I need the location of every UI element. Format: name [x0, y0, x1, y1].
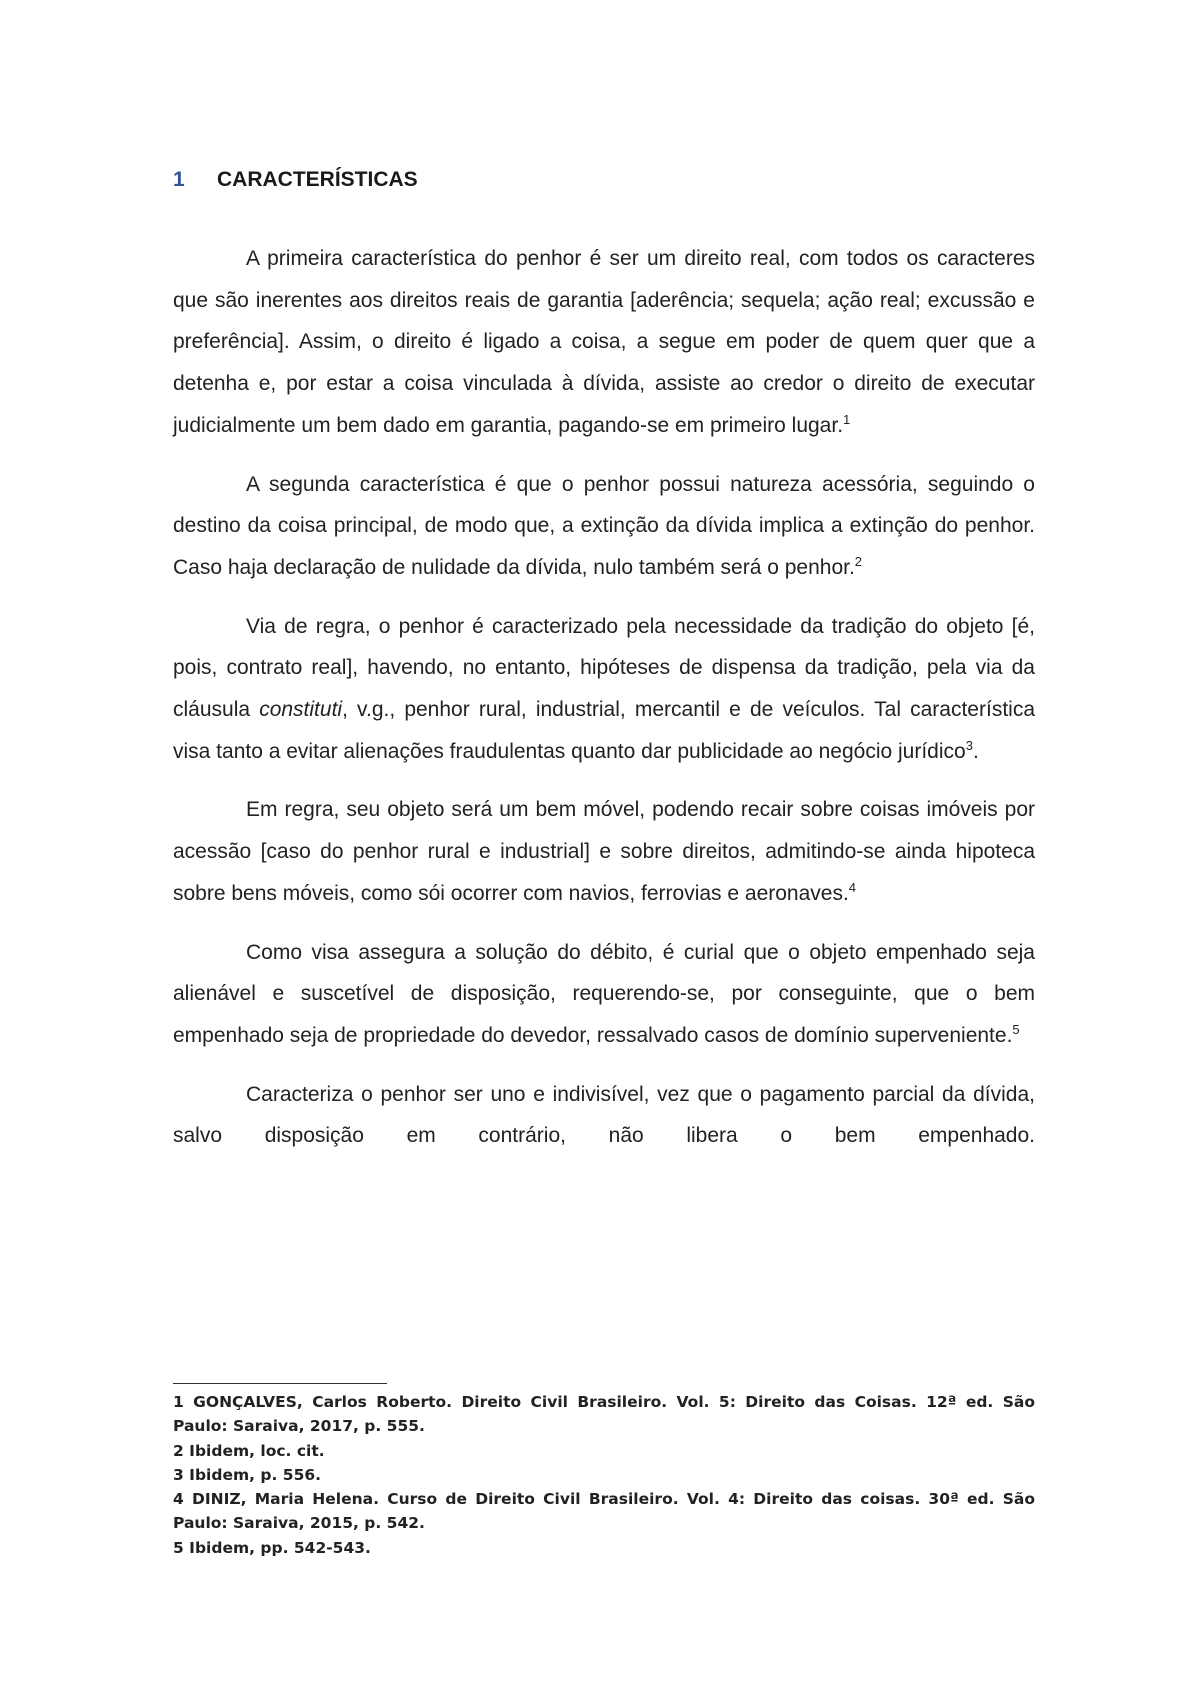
paragraph-text: Caracteriza o penhor ser uno e indivisível, vez que o pagamento parcial da dívida, salvo disposição em contrário, não libera o bem empenhado. — [173, 1082, 1035, 1148]
paragraph-text: , v.g., penhor rural, industrial, mercantil e de veículos. Tal característica visa tanto a evitar alienações fraudulentas quanto dar publicidade ao negócio jurídico — [173, 698, 1035, 763]
paragraph-5 — [173, 932, 1035, 1057]
paragraph-text: Como visa assegura a solução do débito, é curial que o objeto empenhado seja alienável e suscetível de disposição, requerendo-se, por conseguinte, que o bem empenhado seja de propriedade do devedor, ressalvado casos de domínio superveniente. — [173, 940, 1035, 1047]
paragraph-text: Via de regra, o penhor é caracterizado pela necessidade da tradição do objeto [é, pois, contrato real], havendo, no entanto, hipóteses de dispensa da tradição, pela via da cláusula — [173, 614, 1035, 722]
paragraph-3 — [173, 606, 1035, 773]
paragraph-6 — [173, 1074, 1035, 1157]
footnote-3: 3 Ibidem, p. 556. — [173, 1465, 322, 1484]
paragraph-1 — [173, 238, 1035, 447]
footnote-ref: 4 — [848, 879, 857, 895]
footnotes — [173, 1390, 1035, 1560]
footnote-2: 2 Ibidem, loc. cit. — [173, 1441, 325, 1460]
latin-term: constituti — [259, 698, 343, 722]
paragraph-text: . — [972, 739, 979, 763]
footnote-5: 5 Ibidem, pp. 542-543. — [173, 1538, 371, 1557]
footnote-separator — [173, 1383, 387, 1384]
section-heading — [173, 168, 418, 192]
footnote-ref: 1 — [843, 411, 851, 427]
footnote-ref: 2 — [854, 553, 863, 569]
section-number: 1 — [173, 168, 185, 191]
paragraph-text: A primeira característica do penhor é ser um direito real, com todos os caracteres que são inerentes aos direitos reais de garantia [aderência; sequela; ação real; excussão e preferência]. Assim, o direito é ligado a coisa, a segue em poder de quem quer que a detenha e, por estar a coisa vinculada à dívida, assiste ao credor o direito de executar judicialmente um bem dado em garantia, pagando-se em primeiro lugar. — [173, 247, 1035, 437]
footnote-ref: 5 — [1012, 1021, 1020, 1037]
paragraph-text: A segunda característica é que o penhor possui natureza acessória, seguindo o destino da coisa principal, de modo que, a extinção da dívida implica a extinção do penhor. Caso haja declaração de nulidade da dívida, nulo também será o penhor. — [173, 472, 1035, 579]
paragraph-text: Em regra, seu objeto será um bem móvel, podendo recair sobre coisas imóveis por acessão [caso do penhor rural e industrial] e sobre direitos, admitindo-se ainda hipoteca sobre bens móveis, como sói ocorrer com navios, ferrovias e aeronaves. — [173, 798, 1035, 905]
footnote-ref: 3 — [965, 737, 973, 753]
body-text — [173, 238, 1035, 1157]
paragraph-2 — [173, 464, 1035, 589]
section-title: CARACTERÍSTICAS — [217, 168, 418, 191]
paragraph-4 — [173, 789, 1035, 914]
footnote-1: 1 GONÇALVES, Carlos Roberto. Direito Civil Brasileiro. Vol. 5: Direito das Coisas. 12ª ed. São Paulo: Saraiva, 2017, p. 555. — [173, 1393, 1035, 1436]
footnote-4: 4 DINIZ, Maria Helena. Curso de Direito Civil Brasileiro. Vol. 4: Direito das coisas. 30ª ed. São Paulo: Saraiva, 2015, p. 542. — [173, 1490, 1035, 1533]
